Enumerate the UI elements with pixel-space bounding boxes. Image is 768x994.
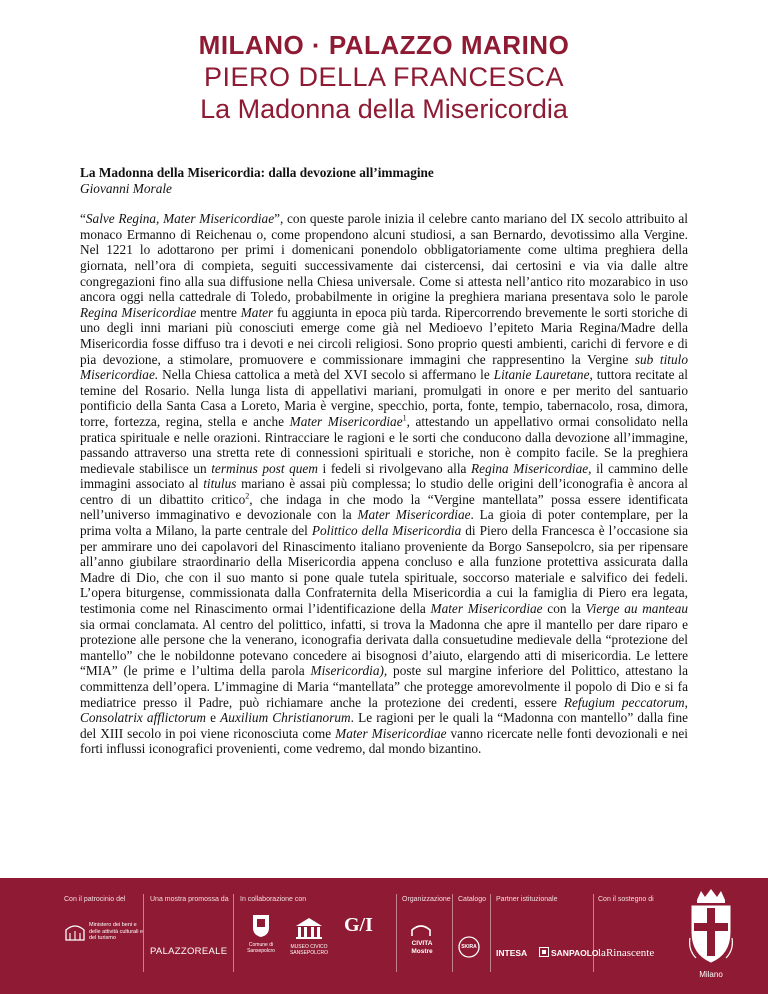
footnote-marker: 1 [402, 413, 407, 423]
exhibition-header [0, 30, 768, 125]
footer-divider [233, 894, 234, 972]
gi-logo: G/I [344, 914, 373, 936]
ministry-logo: Ministero dei beni e delle attività culturali e del turismo [89, 922, 144, 941]
italic-text: Refugium peccatorum [563, 694, 685, 710]
italic-text: Mater Misericordiae [430, 601, 543, 617]
italic-text: Regina Misericordiae [471, 460, 589, 476]
footer-label: Organizzazione [402, 896, 451, 903]
palazzo-reale-logo: PALAZZOREALE [150, 946, 228, 957]
body-text: , [684, 694, 688, 710]
italic-text: Mater Misericordiae [335, 725, 447, 741]
footer-label: In collaborazione con [240, 896, 307, 903]
footer-divider [143, 894, 144, 972]
body-text: di Piero della Francesca è l’occasione sia per ammirare uno dei capolavori del Rinascimento italiano proveniente da Borgo Sansepolcro, sia per ripensare all’anno giubilare straordinario della Misericordia appena concluso e alla funzione protettiva assicurata dalla Madre di Dio, che con il suo manto si pone quale tutela spirituale, soccorso materiale e salvifico dei fedeli. L’opera biturgense, commissionata dalla Confraternita della Misericordia a cui la famiglia di Piero era legata, testimonia come nel Rinascimento ormai l’identificazione della [80, 523, 688, 617]
footer-group-collaboration [240, 896, 390, 982]
italic-text: titulus [203, 476, 237, 492]
body-text: . La gioia di poter contemplare, per la prima volta a Milano, la parte centrale del [80, 507, 688, 539]
sansepolcro-crest-icon [252, 914, 270, 938]
footnote-marker: 2 [245, 491, 250, 501]
civita-arch-icon [410, 924, 432, 936]
body-text: fu aggiunta in epoca più tarda. Ripercorrendo brevemente le sorti storiche di uno degli inni mariani più conosciuti emerge come già nel Medioevo l’epiteto Maria Regina/Madre della Misericordia fosse diffuso tra i devoti e nei circoli religiosi. Sono proprio questi ambienti, carichi di fervore e di pia devozione, a stimolare, promuovere e commissionare immagini che rappresentino la Vergine [80, 304, 688, 367]
footer-group-support [598, 896, 678, 982]
footer-group-promoter [150, 896, 230, 982]
body-text: , il cammino delle immagini associato al [80, 460, 688, 492]
body-text: , attestando un appellativo ormai consolidato nella pratica spirituale e nelle orazioni. Rintracciare le ragioni e le sorti che conducono dalla devozione all’immagine, passando attraverso una stretta rete di connessioni spirituali e storiche, non è compito facile. Se la preghiera medievale stabilisce un [80, 413, 688, 476]
header-artwork: La Madonna della Misericordia [200, 94, 568, 124]
italic-text: Regina Misericordiae [80, 304, 197, 320]
skira-logo: SKIRA [461, 944, 477, 950]
body-text: e [206, 710, 221, 726]
article-body [80, 211, 688, 757]
footer-divider [593, 894, 594, 972]
header-city-venue: MILANO · PALAZZO MARINO [198, 30, 570, 60]
body-text: sia ormai conclamata. Al centro del polittico, infatti, si trova la Madonna che apre il mantello per dare riparo e protezione alle persone che la venerano, iconografia derivata dalla consuetudine medievale della “protezione del mantello” che le nobildonne potevano concedere ai bisognosi d’aiuto, elargendo atti di misericordia. Le lettere “MIA” (le prime e l’ultima della parola [80, 616, 688, 679]
intesa-logo: INTESA [496, 948, 528, 958]
body-text: vanno ricercate nelle fonti devozionali e nei forti influssi iconografici provenienti, come vedremo, dal mondo bizantino. [80, 725, 688, 757]
intesa-square-icon [539, 947, 549, 957]
sanpaolo-logo: SANPAOLO [551, 948, 599, 958]
body-text: i fedeli si rivolgevano alla [317, 460, 472, 476]
body-text: “ [80, 211, 86, 227]
rinascente-logo: laRinascente [598, 947, 655, 959]
italic-text: Misericordia), [310, 663, 388, 679]
article [80, 165, 688, 757]
italic-text: Auxilium Christianorum [220, 710, 351, 726]
footer-group-organization [402, 896, 452, 982]
body-text: mentre [196, 304, 241, 320]
museum-building-icon [295, 916, 323, 940]
footer-divider [490, 894, 491, 972]
italic-text: sub titulo Misericordiae. [80, 351, 688, 383]
body-text: poste sul margine inferiore del Polittico, attestano la committenza dell’opera. L’immagine di Maria “mantellata” che protegge amorevolmente il popolo di Dio e si fa mediatrice presso il Padre, può richiamare anche la protezione dei credenti, essere [80, 663, 688, 710]
body-text: . Le ragioni per le quali la “Madonna con mantello” dalla fine del XIII secolo in poi viene riconosciuta come [80, 710, 688, 741]
italic-text: Litanie Lauretane [493, 367, 590, 383]
comune-sansepolcro-logo: Comune di Sansepolcro [247, 942, 275, 954]
civita-logo: CIVITA Mostre [411, 940, 433, 955]
italic-text: Mater Misericordiae [289, 413, 403, 429]
footer-divider [396, 894, 397, 972]
italic-text: Salve Regina, Mater Misericordiae [85, 211, 275, 227]
footer-label: Partner istituzionale [496, 896, 558, 903]
article-title: La Madonna della Misericordia: dalla devozione all’immagine [80, 165, 434, 180]
body-text: , tuttora recitate al temine del Rosario. Nella lunga lista di appellativi mariani, promulgati in onore e per merito del santuario pontificio della Santa Casa a Loreto, Maria è vergine, specchio, porta, fonte, tempio, tabernacolo, rosa, dimora, torre, fortezza, regina, stella e anche [80, 367, 688, 429]
museo-civico-logo: MUSEO CIVICO SANSEPOLCRO [289, 944, 329, 956]
footer-group-patronage [64, 896, 144, 982]
italic-text: Vierge au manteau [585, 601, 688, 617]
body-text: con la [542, 601, 586, 617]
italic-text: Mater [240, 304, 274, 320]
footer-label: Con il patrocinio del [64, 896, 126, 903]
italic-text: Consolatrix afflictorum [80, 710, 207, 726]
milano-label: Milano [699, 970, 723, 979]
footer-label: Una mostra promossa da [150, 896, 229, 903]
milano-coat-of-arms-icon [688, 888, 734, 964]
article-author: Giovanni Morale [80, 180, 172, 196]
footer-label: Catalogo [458, 896, 487, 903]
footer-group-catalogue [458, 896, 492, 982]
footer-label: Con il sostegno di [598, 896, 654, 903]
body-text: ”, con queste parole inizia il celebre canto mariano del IX secolo attribuito al monaco Ermanno di Reichenau o, come propendono alcuni studiosi, a san Bernardo, devotissimo alla Vergine. Nel 1221 lo adottarono per primi i domenicani ponendolo obbligatoriamente come ultima preghiera della giornata, nell’ora di compieta, seguiti successivamente dai cistercensi, dai certosini e via via dalle altre congregazioni fino alla sua diffusione nella Chiesa universale. Come si attesta nell’antico rito mozarabico in uso ancora oggi nella cattedrale di Toledo, probabilmente in origine la preghiera mariana presentava solo le parole [80, 211, 688, 305]
header-artist: PIERO DELLA FRANCESCA [203, 62, 565, 92]
body-text: , che indaga in che modo la “Vergine mantellata” possa essere identificata nell’universo immaginativo e devozionale con la [80, 491, 688, 523]
body-text: Nella Chiesa cattolica a metà del XVI secolo si affermano le [158, 367, 494, 383]
ministry-emblem-icon [64, 922, 86, 942]
italic-text: Polittico della Misericordia [311, 523, 462, 539]
italic-text: terminus post quem [211, 460, 318, 476]
footer-divider [452, 894, 453, 972]
milano-crest [688, 888, 734, 980]
body-text: mariano è assai più complessa; lo studio delle origini dell’iconografia è ancora al centro di un dibattito critico [80, 476, 689, 507]
sponsor-footer [0, 878, 768, 994]
footer-group-partner [496, 896, 599, 982]
italic-text: Mater Misericordiae [357, 507, 471, 523]
